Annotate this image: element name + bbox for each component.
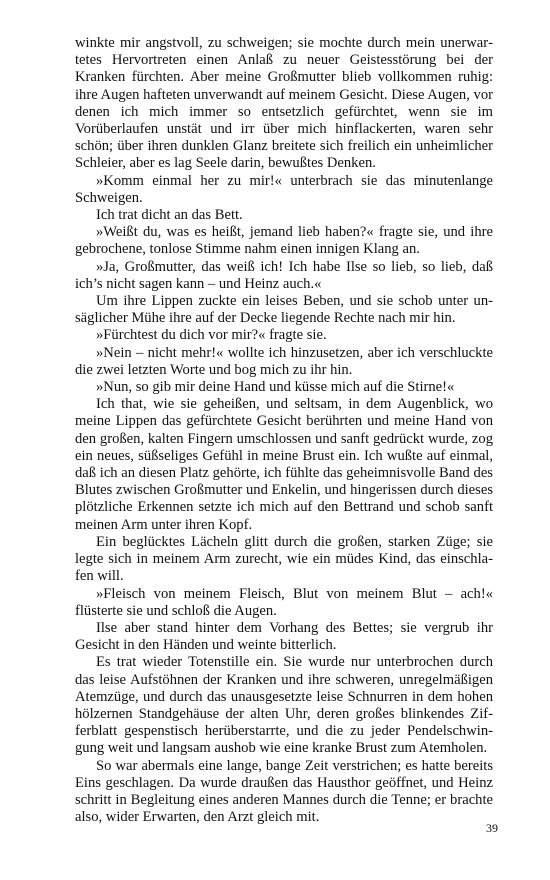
page-number: 39 — [486, 821, 498, 835]
paragraph: »Fürchtest du dich vor mir?« fragte sie. — [96, 327, 327, 344]
paragraph: Es trat wieder Totenstille ein. Sie wurde nur unterbrochen durch das leise Aufstöhnen der Kranken und ihre schweren, unregelmäßigen Atemzüge, und durch das unausgesetzte leise Schnurren in dem hohen hölzernen Standgehäuse der alten Uhr, deren großes blinkendes Zifferblatt gespenstisch herüberstarrte, und die zu jeder Pendelschwingung weit und langsam aushob wie eine kranke Brust zum Atemholen. — [75, 654, 493, 757]
paragraph: Ilse aber stand hinter dem Vorhang des Bettes; sie vergrub ihr Gesicht in den Händen und weinte bitterlich. — [75, 619, 493, 654]
paragraph: »Nun, so gib mir deine Hand und küsse mich auf die Stirne!« — [96, 379, 455, 396]
paragraph: »Weißt du, was es heißt, jemand lieb haben?« fragte sie, und ihre gebrochene, tonlose Stimme nahm einen innigen Klang an. — [75, 224, 493, 258]
paragraph: Um ihre Lippen zuckte ein leises Beben, und sie schob unter unsäglicher Mühe ihre auf der Decke liegende Rechte nach mir hin. — [75, 293, 493, 327]
page-body — [75, 35, 493, 826]
paragraph: »Komm einmal her zu mir!« unterbrach sie das minutenlange Schweigen. — [75, 172, 493, 206]
paragraph: Ein beglücktes Lächeln glitt durch die großen, starken Züge; sie legte sich in meinem Arm zurecht, wie ein müdes Kind, das einschlafen will. — [75, 533, 493, 585]
paragraph: Ich that, wie sie geheißen, und seltsam, in dem Augenblick, wo meine Lippen das gefürchtete Gesicht berührten und meine Hand von den großen, kalten Fingern umschlossen und sanft gedrückt wurde, zog ein neues, süßseliges Gefühl in meine Brust ein. Ich wußte auf einmal, daß ich an diesen Platz gehörte, ich fühlte das geheimnisvolle Band des Blutes zwischen Großmutter und Enkelin, und hingerissen durch dieses plötzliche Erkennen setzte ich mich auf den Bettrand und schob sanft meinen Arm unter ihren Kopf. — [75, 396, 493, 533]
paragraph: So war abermals eine lange, bange Zeit verstrichen; es hatte bereits Eins geschlagen. Da wurde draußen das Hausthor geöffnet, und Heinz schritt in Begleitung eines anderen Mannes durch die Tenne; er brachte also, wider Erwarten, den Arzt gleich mit. — [75, 757, 493, 826]
paragraph: »Ja, Großmutter, das weiß ich! Ich habe Ilse so lieb, so lieb, daß ich’s nicht sagen kann – und Heinz auch.« — [75, 258, 493, 292]
paragraph: »Nein – nicht mehr!« wollte ich hinzusetzen, aber ich verschluckte die zwei letzten Worte und bog mich zu ihr hin. — [75, 344, 493, 378]
paragraph: Ich trat dicht an das Bett. — [96, 207, 243, 224]
paragraph: »Fleisch von meinem Fleisch, Blut von meinem Blut – ach!« flüsterte sie und schloß die Augen. — [75, 585, 493, 619]
paragraph: winkte mir angstvoll, zu schweigen; sie mochte durch mein unerwartetes Hervortreten einen Anlaß zu neuer Geistesstörung bei der Kranken fürchten. Aber meine Großmutter blieb vollkommen ruhig: ihre Augen hafteten unverwandt auf meinem Gesicht. Diese Augen, vor denen ich mich immer so entsetzlich gefürchtet, wenn sie im Vorüberlaufen unstät und irr über mich hinflackerten, waren sehr schön; über ihren dunklen Glanz breitete sich freilich ein unheimlicher Schleier, aber es lag Seele darin, bewußtes Denken. — [75, 35, 493, 172]
